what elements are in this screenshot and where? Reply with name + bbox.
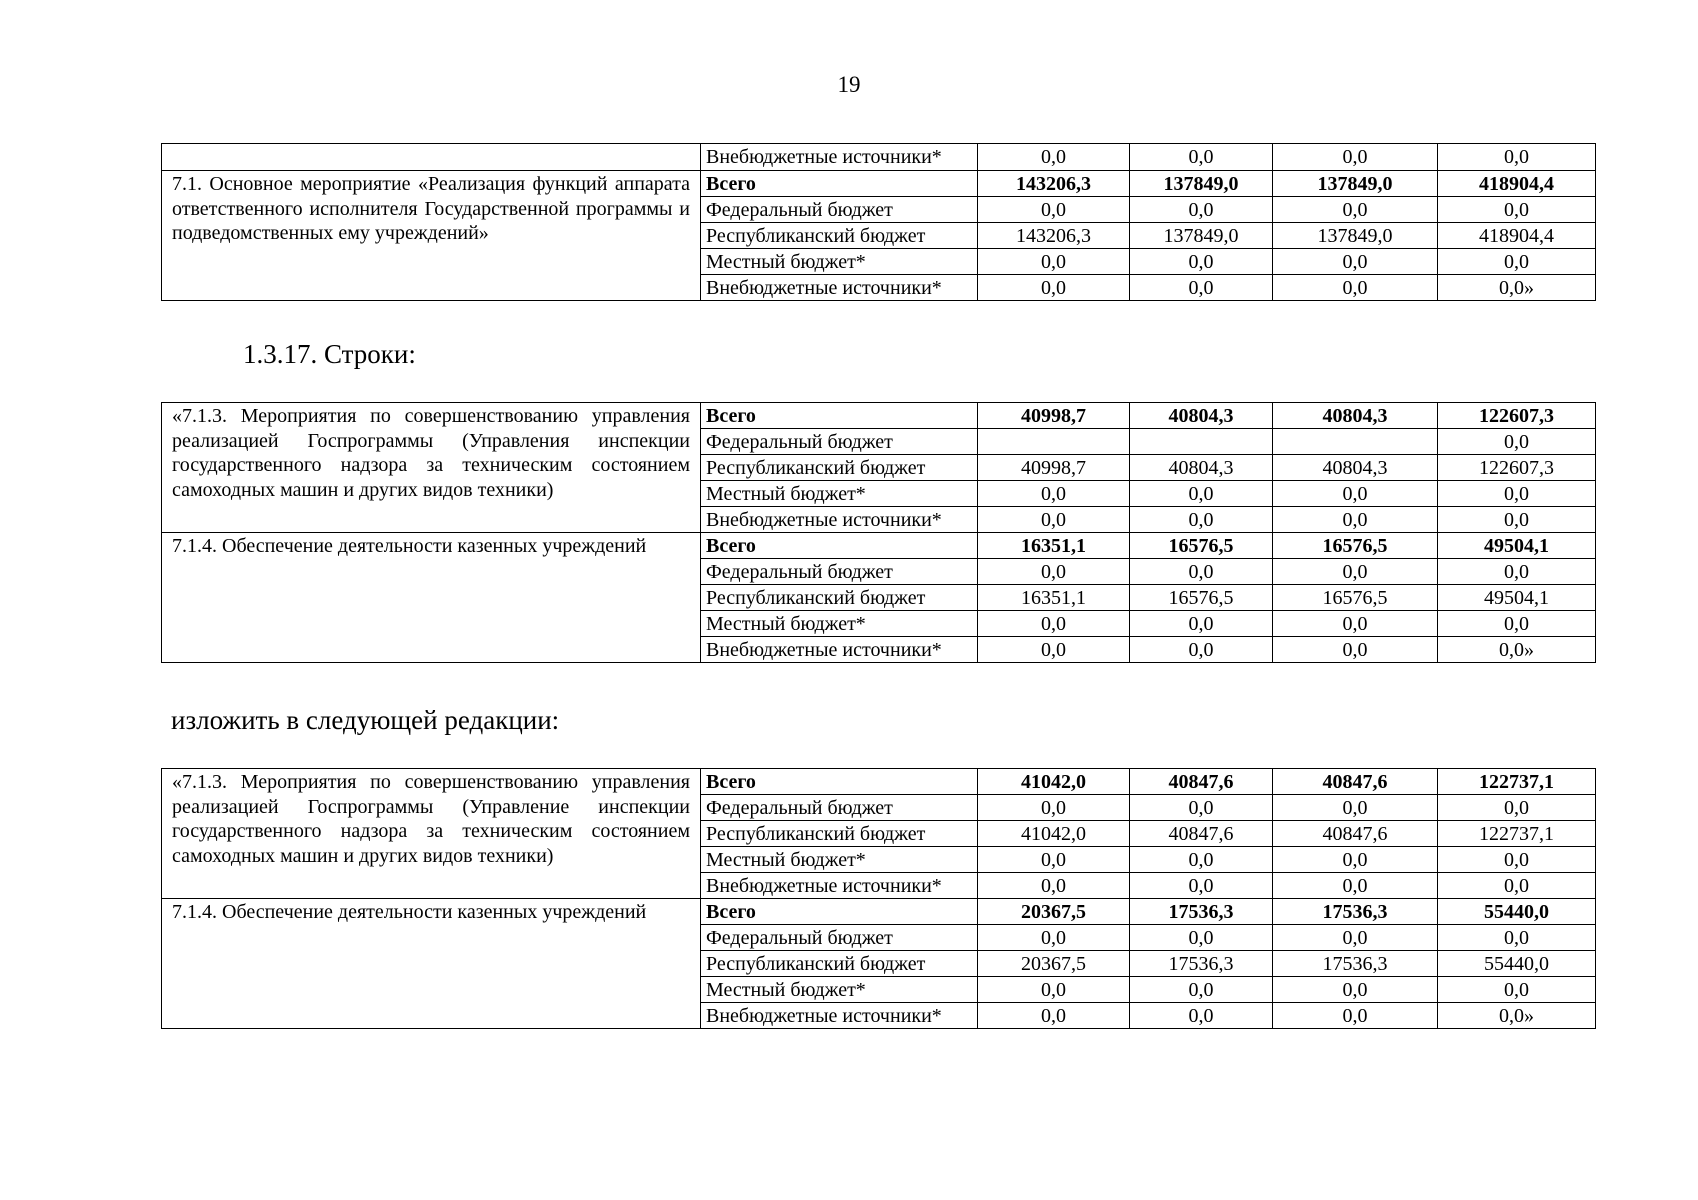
value-cell: 0,0 xyxy=(1273,637,1438,663)
funding-table-continued xyxy=(161,143,1596,301)
value-cell: 0,0 xyxy=(978,637,1130,663)
value-cell: 40998,7 xyxy=(978,403,1130,429)
source-cell: Внебюджетные источники* xyxy=(701,637,978,663)
value-cell: 0,0 xyxy=(1273,481,1438,507)
value-cell: 41042,0 xyxy=(978,769,1130,795)
measure-description: 7.1.4. Обеспечение деятельности казенных учреждений xyxy=(162,899,701,1029)
value-cell: 0,0 xyxy=(978,481,1130,507)
measure-description: «7.1.3. Мероприятия по совершенствованию управления реализацией Госпрограммы (Управление инспекции государственного надзора за техническим состоянием самоходных машин и других видов техники) xyxy=(162,769,701,899)
value-cell: 0,0 xyxy=(1438,429,1596,455)
value-cell: 0,0 xyxy=(978,275,1130,301)
source-cell: Федеральный бюджет xyxy=(701,197,978,223)
value-cell: 40804,3 xyxy=(1273,403,1438,429)
value-cell: 0,0 xyxy=(978,925,1130,951)
measure-description: 7.1. Основное мероприятие «Реализация функций аппарата ответственного исполнителя Государственной программы и подведомственных ему учреждений» xyxy=(162,171,701,301)
value-cell: 0,0 xyxy=(1130,847,1273,873)
value-cell: 0,0 xyxy=(1273,795,1438,821)
value-cell: 0,0 xyxy=(1130,611,1273,637)
value-cell: 0,0 xyxy=(1438,977,1596,1003)
value-cell: 0,0 xyxy=(1130,1003,1273,1029)
value-cell: 0,0 xyxy=(1130,144,1273,171)
value-cell xyxy=(1130,429,1273,455)
section-heading: 1.3.17. Строки: xyxy=(243,339,416,369)
value-cell: 137849,0 xyxy=(1130,223,1273,249)
value-cell: 0,0 xyxy=(1273,249,1438,275)
value-cell: 49504,1 xyxy=(1438,585,1596,611)
value-cell: 0,0 xyxy=(1273,559,1438,585)
source-cell: Федеральный бюджет xyxy=(701,559,978,585)
value-cell: 143206,3 xyxy=(978,171,1130,197)
source-cell: Республиканский бюджет xyxy=(701,455,978,481)
source-cell: Всего xyxy=(701,533,978,559)
funding-table-new xyxy=(161,768,1596,1029)
value-cell: 137849,0 xyxy=(1273,223,1438,249)
value-cell: 0,0 xyxy=(978,249,1130,275)
source-cell: Внебюджетные источники* xyxy=(701,144,978,171)
value-cell: 0,0 xyxy=(1130,249,1273,275)
table-row xyxy=(162,899,1596,925)
value-cell xyxy=(1273,429,1438,455)
value-cell: 20367,5 xyxy=(978,951,1130,977)
value-cell: 0,0» xyxy=(1438,637,1596,663)
value-cell: 0,0 xyxy=(978,1003,1130,1029)
value-cell: 0,0 xyxy=(1130,481,1273,507)
value-cell: 40847,6 xyxy=(1273,821,1438,847)
value-cell: 0,0 xyxy=(1130,925,1273,951)
value-cell: 122737,1 xyxy=(1438,769,1596,795)
value-cell: 40847,6 xyxy=(1130,769,1273,795)
value-cell: 0,0 xyxy=(1438,249,1596,275)
value-cell: 122737,1 xyxy=(1438,821,1596,847)
value-cell: 137849,0 xyxy=(1273,171,1438,197)
table-row xyxy=(162,769,1596,795)
section-heading: изложить в следующей редакции: xyxy=(171,705,560,735)
source-cell: Республиканский бюджет xyxy=(701,951,978,977)
value-cell: 40847,6 xyxy=(1273,769,1438,795)
value-cell: 0,0 xyxy=(1438,611,1596,637)
source-cell: Республиканский бюджет xyxy=(701,223,978,249)
value-cell: 0,0 xyxy=(1438,197,1596,223)
source-cell: Федеральный бюджет xyxy=(701,429,978,455)
value-cell: 20367,5 xyxy=(978,899,1130,925)
value-cell xyxy=(978,429,1130,455)
value-cell: 49504,1 xyxy=(1438,533,1596,559)
value-cell: 40998,7 xyxy=(978,455,1130,481)
source-cell: Местный бюджет* xyxy=(701,977,978,1003)
value-cell: 137849,0 xyxy=(1130,171,1273,197)
value-cell: 0,0 xyxy=(1130,559,1273,585)
value-cell: 16576,5 xyxy=(1273,533,1438,559)
value-cell: 0,0 xyxy=(978,144,1130,171)
source-cell: Республиканский бюджет xyxy=(701,585,978,611)
source-cell: Внебюджетные источники* xyxy=(701,873,978,899)
value-cell: 0,0 xyxy=(1130,795,1273,821)
measure-description: 7.1.4. Обеспечение деятельности казенных учреждений xyxy=(162,533,701,663)
value-cell: 16351,1 xyxy=(978,533,1130,559)
value-cell: 16576,5 xyxy=(1130,585,1273,611)
value-cell: 17536,3 xyxy=(1130,899,1273,925)
measure-description: «7.1.3. Мероприятия по совершенствованию управления реализацией Госпрограммы (Управления инспекции государственного надзора за техническим состоянием самоходных машин и других видов техники) xyxy=(162,403,701,533)
description-cell xyxy=(162,144,701,171)
value-cell: 0,0 xyxy=(1130,873,1273,899)
value-cell: 41042,0 xyxy=(978,821,1130,847)
value-cell: 0,0 xyxy=(1438,559,1596,585)
value-cell: 0,0 xyxy=(1130,637,1273,663)
source-cell: Республиканский бюджет xyxy=(701,821,978,847)
page-number: 19 xyxy=(837,72,861,97)
value-cell: 0,0 xyxy=(1273,977,1438,1003)
value-cell: 16576,5 xyxy=(1273,585,1438,611)
table-row xyxy=(162,171,1596,197)
source-cell: Всего xyxy=(701,769,978,795)
value-cell: 0,0 xyxy=(1438,795,1596,821)
source-cell: Местный бюджет* xyxy=(701,847,978,873)
value-cell: 0,0 xyxy=(978,873,1130,899)
funding-table-old xyxy=(161,402,1596,663)
source-cell: Местный бюджет* xyxy=(701,249,978,275)
value-cell: 40804,3 xyxy=(1130,403,1273,429)
value-cell: 0,0 xyxy=(1130,977,1273,1003)
value-cell: 0,0 xyxy=(978,611,1130,637)
value-cell: 0,0 xyxy=(1273,507,1438,533)
value-cell: 17536,3 xyxy=(1273,899,1438,925)
value-cell: 0,0 xyxy=(1438,481,1596,507)
source-cell: Всего xyxy=(701,899,978,925)
value-cell: 0,0 xyxy=(1438,873,1596,899)
value-cell: 0,0 xyxy=(1273,144,1438,171)
value-cell: 55440,0 xyxy=(1438,951,1596,977)
table-row xyxy=(162,533,1596,559)
source-cell: Федеральный бюджет xyxy=(701,795,978,821)
value-cell: 0,0 xyxy=(978,977,1130,1003)
value-cell: 0,0 xyxy=(1130,507,1273,533)
value-cell: 0,0 xyxy=(978,197,1130,223)
source-cell: Всего xyxy=(701,171,978,197)
value-cell: 0,0 xyxy=(1438,144,1596,171)
value-cell: 16576,5 xyxy=(1130,533,1273,559)
value-cell: 40804,3 xyxy=(1273,455,1438,481)
value-cell: 0,0 xyxy=(1438,507,1596,533)
source-cell: Местный бюджет* xyxy=(701,481,978,507)
value-cell: 122607,3 xyxy=(1438,455,1596,481)
value-cell: 0,0 xyxy=(1273,873,1438,899)
table-row xyxy=(162,144,1596,171)
value-cell: 17536,3 xyxy=(1130,951,1273,977)
value-cell: 40847,6 xyxy=(1130,821,1273,847)
value-cell: 0,0 xyxy=(1273,611,1438,637)
value-cell: 16351,1 xyxy=(978,585,1130,611)
source-cell: Федеральный бюджет xyxy=(701,925,978,951)
source-cell: Внебюджетные источники* xyxy=(701,275,978,301)
value-cell: 17536,3 xyxy=(1273,951,1438,977)
source-cell: Всего xyxy=(701,403,978,429)
value-cell: 0,0 xyxy=(1273,275,1438,301)
source-cell: Внебюджетные источники* xyxy=(701,1003,978,1029)
value-cell: 0,0 xyxy=(1273,197,1438,223)
value-cell: 122607,3 xyxy=(1438,403,1596,429)
value-cell: 418904,4 xyxy=(1438,223,1596,249)
value-cell: 0,0 xyxy=(1130,275,1273,301)
source-cell: Внебюджетные источники* xyxy=(701,507,978,533)
value-cell: 0,0 xyxy=(978,795,1130,821)
value-cell: 40804,3 xyxy=(1130,455,1273,481)
value-cell: 0,0 xyxy=(1438,847,1596,873)
table-row xyxy=(162,403,1596,429)
value-cell: 0,0» xyxy=(1438,275,1596,301)
value-cell: 0,0 xyxy=(1273,847,1438,873)
source-cell: Местный бюджет* xyxy=(701,611,978,637)
value-cell: 0,0 xyxy=(1438,925,1596,951)
value-cell: 0,0» xyxy=(1438,1003,1596,1029)
value-cell: 418904,4 xyxy=(1438,171,1596,197)
value-cell: 0,0 xyxy=(1273,1003,1438,1029)
value-cell: 0,0 xyxy=(978,847,1130,873)
value-cell: 0,0 xyxy=(978,559,1130,585)
value-cell: 0,0 xyxy=(978,507,1130,533)
value-cell: 55440,0 xyxy=(1438,899,1596,925)
value-cell: 0,0 xyxy=(1130,197,1273,223)
value-cell: 143206,3 xyxy=(978,223,1130,249)
value-cell: 0,0 xyxy=(1273,925,1438,951)
